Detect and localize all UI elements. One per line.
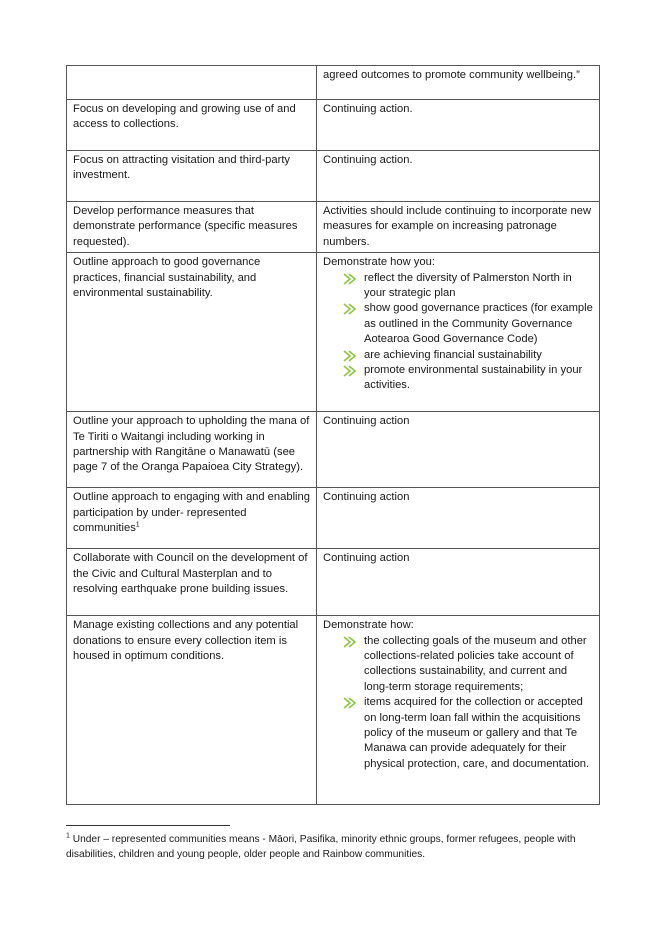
footnote-text: Under – represented communities means - Māori, Pasifika, minority ethnic groups, former refugees, people with disabilities, children and young people, older people and Rainbow communities. (66, 834, 576, 860)
cell-text: Outline approach to engaging with and enabling participation by under- represented communities (73, 491, 310, 535)
bullet-text: reflect the diversity of Palmerston North in your strategic plan (364, 271, 572, 300)
bullet-text: items acquired for the collection or accepted on long-term loan fall within the acquisitions policy of the museum or gallery and that Te Manawa can provide adequately for their physical protection, care, and documentation. (364, 696, 590, 770)
table-cell-action (67, 66, 317, 100)
bullet-text: promote environmental sustainability in your activities. (364, 364, 583, 392)
table-row (67, 616, 600, 805)
footnote-reference[interactable]: 1 (135, 521, 140, 529)
table-cell-action: Outline your approach to upholding the mana of Te Tiriti o Waitangi including working in partnership with Rangitāne o Manawatū (see page 7 of the Oranga Papaioea City Strategy). (67, 412, 317, 488)
footnote-number: 1 (66, 832, 70, 840)
table-row (67, 151, 600, 202)
response-intro: Demonstrate how: (323, 619, 414, 632)
bullet-list (323, 271, 594, 394)
footnote-separator (66, 825, 230, 826)
table-cell-action (67, 488, 317, 549)
list-item (323, 271, 594, 302)
list-item (323, 348, 594, 363)
table-row (67, 253, 600, 412)
double-chevron-right-icon (343, 273, 357, 285)
bullet-list (323, 634, 594, 773)
table-cell-action: Collaborate with Council on the development of the Civic and Cultural Masterplan and to resolving earthquake prone building issues. (67, 549, 317, 616)
table-cell-response: Continuing action. (317, 100, 600, 151)
table-cell-action: Outline approach to good governance practices, financial sustainability, and environmental sustainability. (67, 253, 317, 412)
table-row (67, 549, 600, 616)
table-cell-response: Continuing action (317, 412, 600, 488)
double-chevron-right-icon (343, 636, 357, 648)
bullet-text: are achieving financial sustainability (364, 348, 542, 361)
double-chevron-right-icon (343, 697, 357, 709)
response-intro: Demonstrate how you: (323, 256, 435, 269)
table-row (67, 202, 600, 253)
table-row (67, 412, 600, 488)
bullet-text: show good governance practices (for example as outlined in the Community Governance Aotearoa Good Governance Code) (364, 302, 593, 346)
table-cell-action: Develop performance measures that demonstrate performance (specific measures requested). (67, 202, 317, 253)
double-chevron-right-icon (343, 303, 357, 315)
table-cell-response: Activities should include continuing to incorporate new measures for example on increasing patronage numbers. (317, 202, 600, 253)
table-cell-action: Manage existing collections and any potential donations to ensure every collection item is housed in optimum conditions. (67, 616, 317, 805)
table-cell-response (317, 253, 600, 412)
list-item (323, 634, 594, 696)
footnote (66, 832, 586, 862)
bullet-text: the collecting goals of the museum and other collections-related policies take account of collections sustainability, and current and long-term storage requirements; (364, 634, 587, 693)
table-row (67, 66, 600, 100)
list-item (323, 363, 594, 394)
table-cell-action: Focus on attracting visitation and third-party investment. (67, 151, 317, 202)
table-row (67, 100, 600, 151)
table-cell-response: Continuing action (317, 549, 600, 616)
list-item (323, 301, 594, 347)
table-cell-response: Continuing action (317, 488, 600, 549)
table-cell-response: Continuing action. (317, 151, 600, 202)
double-chevron-right-icon (343, 365, 357, 377)
table-row (67, 488, 600, 549)
double-chevron-right-icon (343, 350, 357, 362)
action-plan-table (66, 65, 600, 805)
table-cell-action: Focus on developing and growing use of and access to collections. (67, 100, 317, 151)
table-cell-response (317, 616, 600, 805)
table-cell-response: agreed outcomes to promote community wellbeing.” (317, 66, 600, 100)
list-item (323, 695, 594, 772)
